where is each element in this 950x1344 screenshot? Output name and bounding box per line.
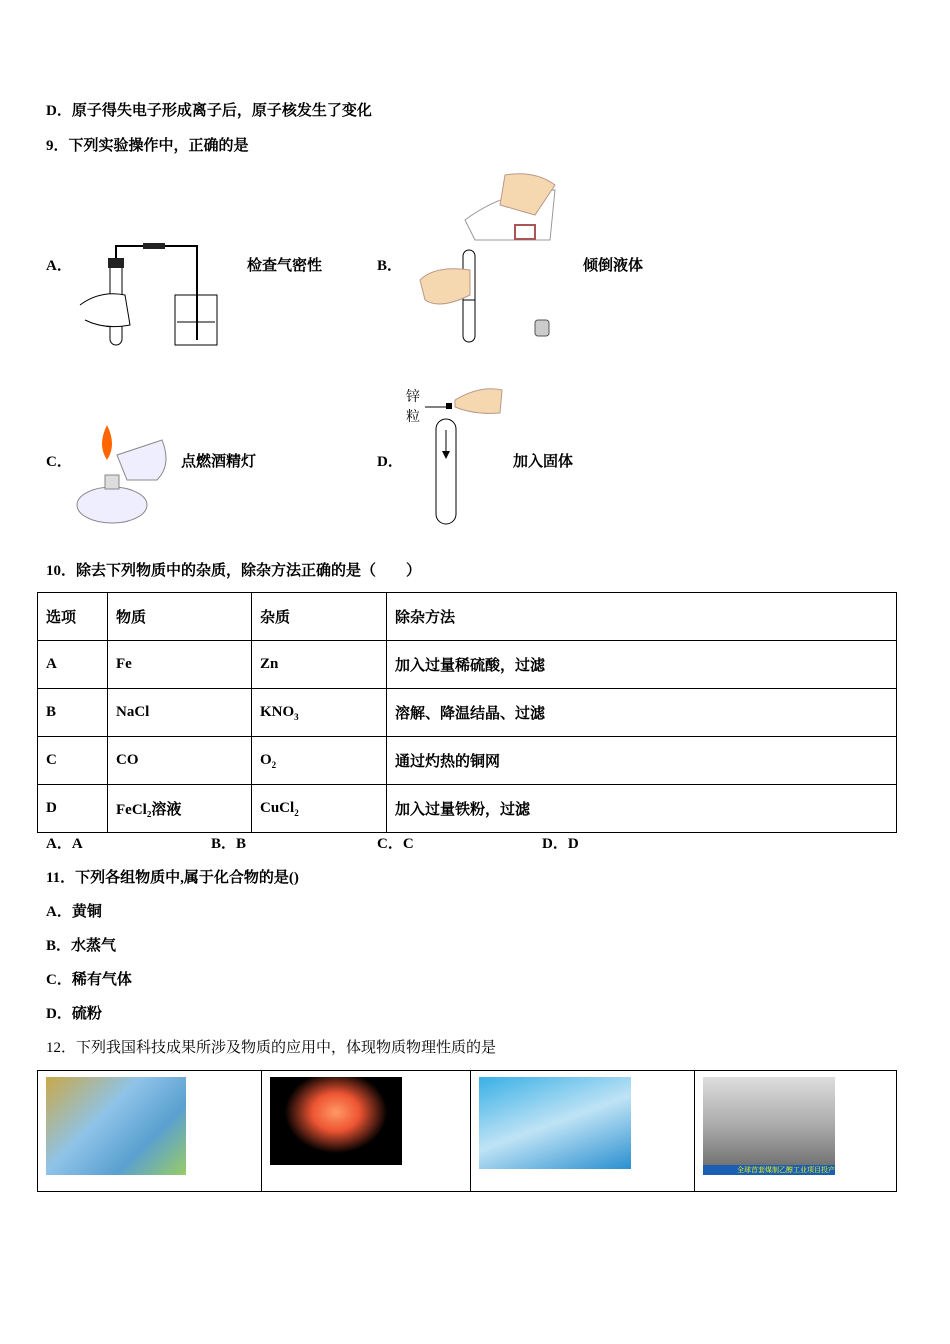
row-impurity <box>252 689 387 737</box>
row-method: 通过灼热的铜网 <box>387 737 897 785</box>
add-solid-figure <box>420 385 510 530</box>
row-option: B <box>38 689 108 737</box>
header-option: 选项 <box>38 593 108 641</box>
row-substance: FeCl₂溶液 <box>108 785 252 833</box>
header-impurity: 杂质 <box>252 593 387 641</box>
row-substance: Fe <box>108 641 252 689</box>
q9-option-b-caption: 倾倒液体 <box>583 258 644 274</box>
impurity-formula: KNO <box>260 703 295 720</box>
q11-option-b: B．水蒸气 <box>46 938 117 954</box>
impurity-subscript: 2 <box>294 807 299 818</box>
row-substance: CO <box>108 737 252 785</box>
q10-stem: 10．除去下列物质中的杂质，除杂方法正确的是（ ） <box>46 563 422 579</box>
impurity-subscript: 2 <box>271 759 277 770</box>
q8-option-d: D．原子得失电子形成离子后，原子核发生了变化 <box>46 103 372 119</box>
hydrogen-car-photo <box>479 1077 631 1169</box>
q12-image-table <box>37 1070 897 1192</box>
q11-option-d: D．硫粉 <box>46 1006 102 1022</box>
row-substance: NaCl <box>108 689 252 737</box>
row-option: A <box>38 641 108 689</box>
image-cell <box>38 1071 262 1192</box>
q12-stem: 12．下列我国科技成果所涉及物质的应用中，体现物质物理性质的是 <box>46 1040 497 1056</box>
q10-answer-d: D．D <box>542 836 579 852</box>
q11-option-a: A．黄铜 <box>46 904 102 920</box>
row-option: D <box>38 785 108 833</box>
q9-option-a-caption: 检查气密性 <box>247 258 323 274</box>
table-row <box>38 737 897 785</box>
impurity-formula: Zn <box>260 656 279 672</box>
zinc-granule-label: 锌粒 <box>406 390 420 425</box>
news-caption-banner: 全球首套煤制乙醇工业项目投产 <box>703 1165 835 1175</box>
image-cell <box>695 1071 897 1192</box>
impurity-subscript: 3 <box>294 711 299 722</box>
q10-answer-b: B．B <box>211 836 247 852</box>
q9-option-d-letter: D． <box>377 454 403 470</box>
q9-stem: 9．下列实验操作中，正确的是 <box>46 138 249 154</box>
table-header-row <box>38 593 897 641</box>
row-option: C <box>38 737 108 785</box>
row-impurity <box>252 737 387 785</box>
row-impurity <box>252 641 387 689</box>
impurity-formula: O <box>260 751 272 768</box>
table-row <box>38 641 897 689</box>
row-method: 溶解、降温结晶、过滤 <box>387 689 897 737</box>
q10-table <box>37 592 897 833</box>
row-method: 加入过量铁粉，过滤 <box>387 785 897 833</box>
table-row <box>38 785 897 833</box>
q10-answer-a: A．A <box>46 836 83 852</box>
q11-stem: 11．下列各组物质中,属于化合物的是() <box>46 870 299 886</box>
q11-option-c: C．稀有气体 <box>46 972 132 988</box>
alcohol-lamp-figure <box>72 420 172 525</box>
q9-option-b-letter: B． <box>377 258 403 274</box>
pour-liquid-figure <box>415 170 565 345</box>
touchscreen-photo <box>46 1077 186 1175</box>
row-method: 加入过量稀硫酸，过滤 <box>387 641 897 689</box>
ethanol-plant-photo <box>703 1077 835 1175</box>
burning-material-photo <box>270 1077 402 1165</box>
table-row <box>38 689 897 737</box>
q9-option-a-letter: A． <box>46 258 72 274</box>
q9-option-c-letter: C． <box>46 454 72 470</box>
header-substance: 物质 <box>108 593 252 641</box>
q9-option-d-caption: 加入固体 <box>513 454 574 470</box>
image-cell <box>262 1071 471 1192</box>
airtightness-apparatus-figure <box>75 240 225 350</box>
q9-option-c-caption: 点燃酒精灯 <box>181 454 257 470</box>
q10-answer-c: C．C <box>377 836 414 852</box>
image-cell <box>471 1071 695 1192</box>
impurity-formula: CuCl <box>260 799 295 816</box>
header-method: 除杂方法 <box>387 593 897 641</box>
row-impurity <box>252 785 387 833</box>
